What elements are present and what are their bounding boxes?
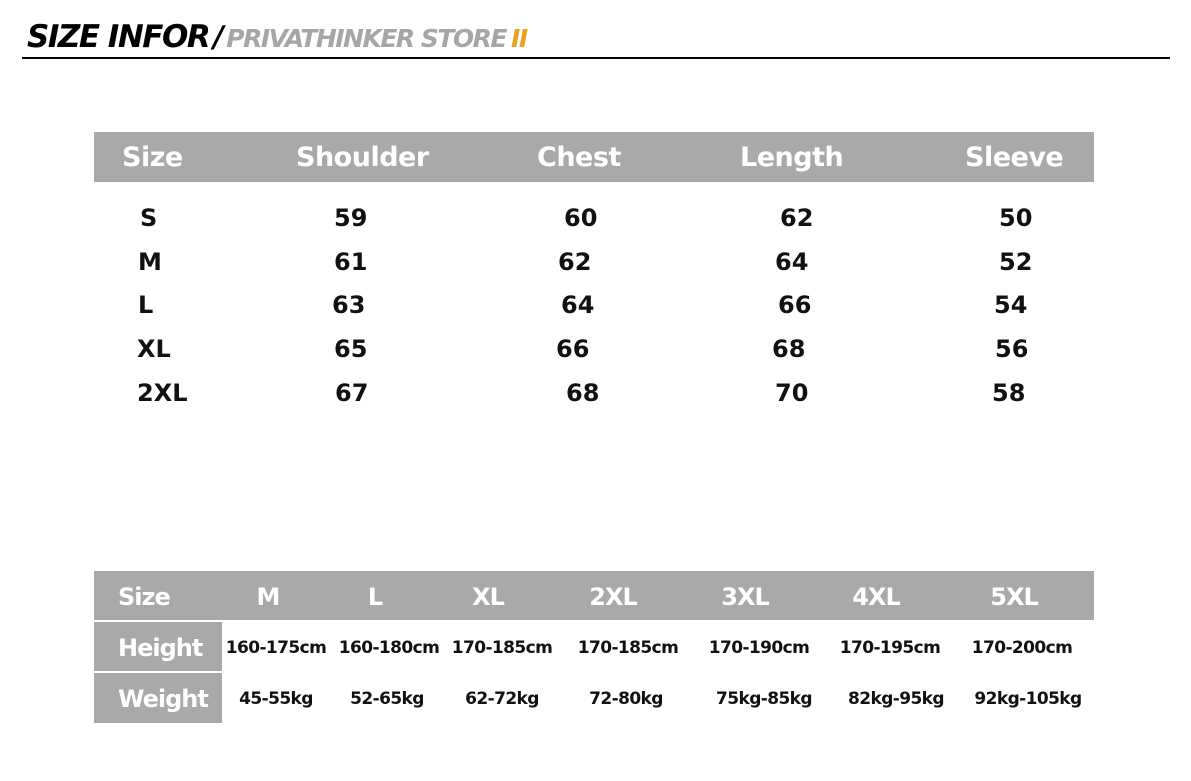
- cell-size: S: [140, 204, 158, 232]
- height-cell: 170-185cm: [451, 638, 553, 658]
- header-chest: Chest: [537, 142, 621, 173]
- size-col: 5XL: [990, 583, 1038, 611]
- header-shoulder: Shoulder: [296, 142, 429, 173]
- measurement-table: [94, 132, 1094, 422]
- height-cell: 170-190cm: [708, 638, 810, 658]
- cell-size: L: [138, 291, 154, 319]
- size-col: M: [256, 583, 280, 611]
- weight-cell: 82kg-95kg: [848, 689, 944, 709]
- cell-chest: 64: [561, 291, 595, 319]
- cell-size: XL: [137, 335, 171, 363]
- cell-chest: 62: [558, 248, 592, 276]
- height-cell: 170-200cm: [971, 638, 1073, 658]
- cell-length: 68: [772, 335, 806, 363]
- header-size: Size: [122, 142, 183, 173]
- height-cell: 170-195cm: [839, 638, 941, 658]
- size-col: 2XL: [589, 583, 637, 611]
- height-cell: 160-180cm: [338, 638, 440, 658]
- cell-length: 66: [778, 291, 812, 319]
- title-text: SIZE INFOR: [27, 19, 210, 55]
- body-size-table: [94, 571, 1094, 723]
- cell-shoulder: 59: [334, 204, 368, 232]
- weight-cell: 92kg-105kg: [974, 689, 1082, 709]
- store-name: PRIVATHINKER STORE: [226, 24, 507, 53]
- cell-length: 70: [775, 379, 809, 407]
- weight-row: [94, 673, 1094, 722]
- header-sleeve: Sleeve: [965, 142, 1064, 173]
- table-row: [94, 373, 1094, 413]
- cell-sleeve: 52: [999, 248, 1033, 276]
- weight-cell: 72-80kg: [589, 689, 663, 709]
- cell-shoulder: 61: [334, 248, 368, 276]
- cell-size: M: [138, 248, 162, 276]
- title-separator: /: [213, 20, 223, 54]
- weight-cell: 75kg-85kg: [716, 689, 812, 709]
- size-row: [94, 571, 1094, 620]
- cell-sleeve: 54: [994, 291, 1028, 319]
- cell-shoulder: 67: [335, 379, 369, 407]
- weight-row-label: Weight: [118, 685, 208, 713]
- table-row: [94, 285, 1094, 325]
- weight-cell: 52-65kg: [350, 689, 424, 709]
- title-underline: [22, 57, 1170, 59]
- cell-shoulder: 63: [332, 291, 366, 319]
- measurement-header-row: [94, 132, 1094, 182]
- height-cell: 170-185cm: [577, 638, 679, 658]
- measurement-body: [94, 182, 1094, 422]
- cell-shoulder: 65: [334, 335, 368, 363]
- table-row: [94, 329, 1094, 369]
- weight-cell: 62-72kg: [465, 689, 539, 709]
- table-row: [94, 198, 1094, 238]
- cell-length: 64: [775, 248, 809, 276]
- height-cell: 160-175cm: [225, 638, 327, 658]
- weight-cell: 45-55kg: [239, 689, 313, 709]
- cell-chest: 68: [566, 379, 600, 407]
- size-row-label: Size: [118, 583, 170, 611]
- cell-size: 2XL: [137, 379, 188, 407]
- title-accent-mark: II: [511, 24, 527, 53]
- cell-sleeve: 56: [995, 335, 1029, 363]
- height-row-label: Height: [118, 634, 203, 662]
- size-info-title: [27, 15, 527, 59]
- size-col: 3XL: [721, 583, 769, 611]
- cell-sleeve: 58: [992, 379, 1026, 407]
- cell-length: 62: [780, 204, 814, 232]
- size-col: 4XL: [852, 583, 900, 611]
- size-col: L: [367, 583, 383, 611]
- cell-sleeve: 50: [999, 204, 1033, 232]
- cell-chest: 60: [564, 204, 598, 232]
- height-row: [94, 622, 1094, 671]
- size-col: XL: [472, 583, 504, 611]
- header-length: Length: [740, 142, 844, 173]
- table-row: [94, 242, 1094, 282]
- cell-chest: 66: [556, 335, 590, 363]
